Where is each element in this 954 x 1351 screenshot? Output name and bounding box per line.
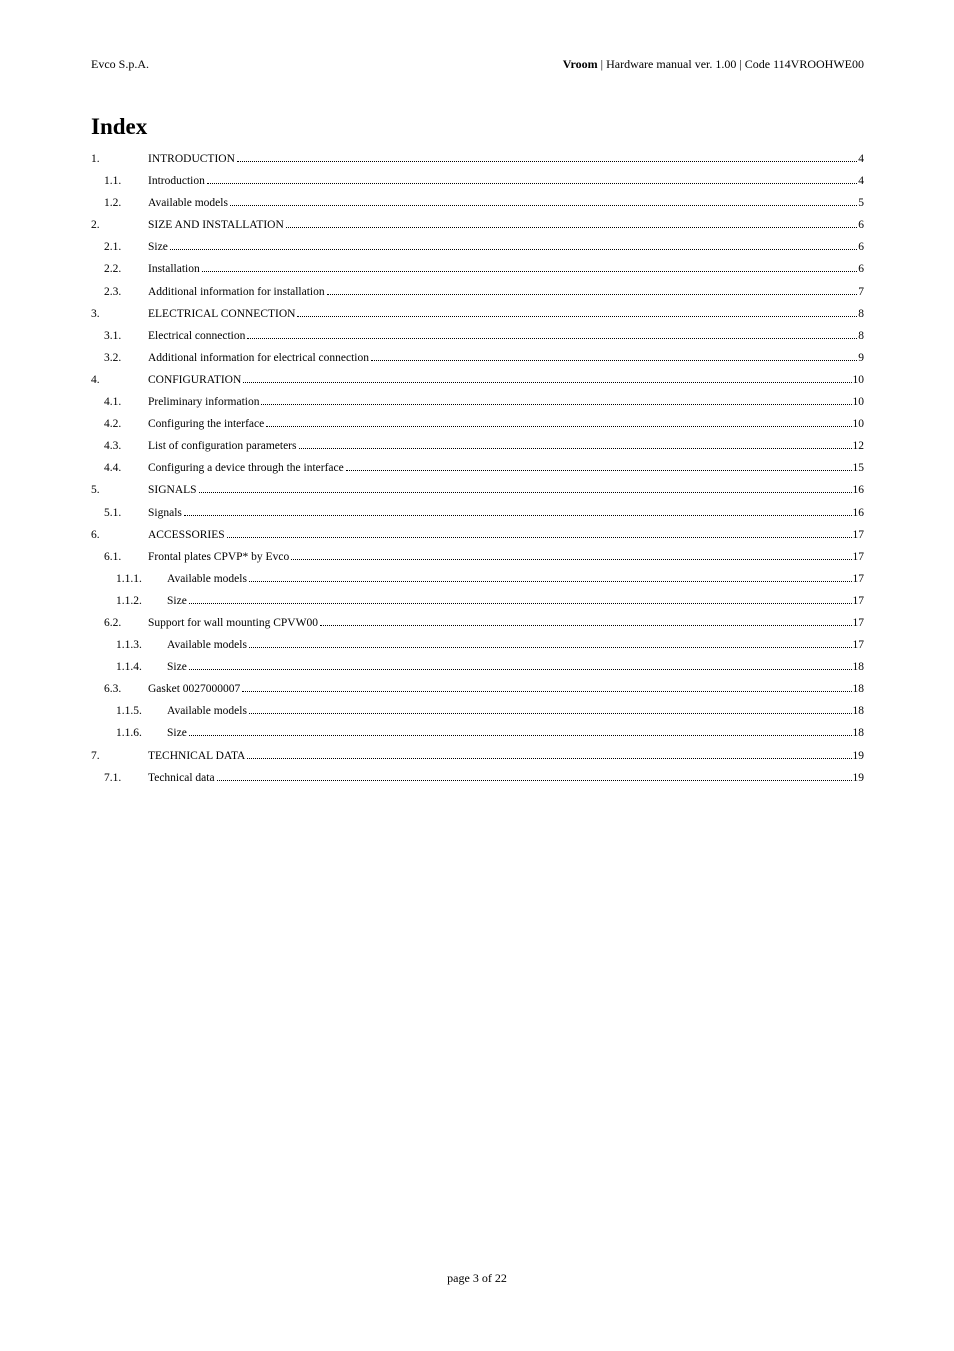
toc-entry-number: 5. bbox=[91, 484, 100, 497]
toc-dot-leader bbox=[207, 183, 857, 184]
toc-entry-page: 17 bbox=[852, 528, 864, 541]
toc-entry-line bbox=[148, 214, 864, 236]
toc-entry-line bbox=[148, 391, 864, 413]
toc-entry-label[interactable]: TECHNICAL DATA bbox=[148, 749, 246, 762]
toc-entry-number: 3.1. bbox=[104, 329, 122, 342]
toc-entry-number: 1.1.3. bbox=[116, 639, 142, 652]
page-title: Index bbox=[91, 114, 148, 139]
toc-entry-label[interactable]: Introduction bbox=[148, 175, 205, 188]
toc-entry-number: 1.1.2. bbox=[116, 594, 142, 607]
toc-entry-page: 17 bbox=[852, 594, 864, 607]
toc-entry-page: 6 bbox=[858, 263, 864, 276]
toc-entry-line bbox=[148, 767, 864, 789]
toc-entry-line bbox=[148, 325, 864, 347]
toc-entry[interactable] bbox=[91, 568, 864, 590]
toc-entry-page: 4 bbox=[858, 153, 864, 165]
toc-entry-page: 18 bbox=[852, 727, 864, 740]
document-info bbox=[563, 56, 864, 72]
toc-dot-leader bbox=[261, 404, 851, 405]
toc-entry-number: 6.1. bbox=[104, 550, 122, 563]
toc-entry-page: 16 bbox=[852, 484, 864, 497]
document-code: Code 114VROOHWE00 bbox=[744, 57, 864, 71]
toc-entry-label[interactable]: Installation bbox=[148, 263, 200, 276]
toc-entry-page: 18 bbox=[852, 683, 864, 696]
toc-dot-leader bbox=[227, 537, 852, 538]
toc-entry-label[interactable]: Signals bbox=[148, 506, 182, 519]
toc-entry-label[interactable]: Size bbox=[167, 661, 187, 674]
toc-entry-number: 2.3. bbox=[104, 285, 122, 298]
toc-entry-line bbox=[148, 148, 864, 170]
toc-entry-line bbox=[148, 502, 864, 524]
header-separator: | bbox=[736, 57, 745, 71]
toc-entry-page: 10 bbox=[852, 418, 864, 431]
toc-entry-line bbox=[148, 524, 864, 546]
table-of-contents bbox=[91, 148, 864, 789]
page-header bbox=[91, 56, 864, 72]
toc-entry[interactable] bbox=[91, 700, 864, 722]
toc-entry-label[interactable]: Size bbox=[148, 241, 168, 254]
toc-entry-number: 2. bbox=[91, 219, 100, 232]
toc-entry[interactable] bbox=[91, 170, 864, 192]
manual-version: Hardware manual ver. 1.00 bbox=[606, 57, 737, 71]
toc-entry-page: 18 bbox=[852, 705, 864, 718]
toc-entry-line bbox=[148, 678, 864, 700]
toc-entry-number: 1. bbox=[91, 153, 100, 165]
toc-entry-label[interactable]: Available models bbox=[167, 572, 247, 585]
toc-entry-number: 4.3. bbox=[104, 440, 122, 453]
toc-dot-leader bbox=[189, 669, 852, 670]
toc-entry-number: 4.4. bbox=[104, 462, 122, 475]
toc-entry-number: 6.3. bbox=[104, 683, 122, 696]
product-name: Vroom bbox=[562, 57, 598, 71]
toc-entry-label[interactable]: SIGNALS bbox=[148, 484, 197, 497]
toc-entry-line bbox=[148, 170, 864, 192]
toc-dot-leader bbox=[266, 426, 851, 427]
toc-entry-label[interactable]: Configuring the interface bbox=[148, 418, 265, 431]
toc-entry[interactable] bbox=[91, 192, 864, 214]
toc-entry-number: 4.2. bbox=[104, 418, 122, 431]
toc-dot-leader bbox=[247, 758, 851, 759]
toc-entry-page: 4 bbox=[858, 175, 864, 188]
toc-entry-label[interactable]: Available models bbox=[167, 639, 247, 652]
toc-entry[interactable] bbox=[91, 435, 864, 457]
toc-entry-page: 16 bbox=[852, 506, 864, 519]
toc-entry-label[interactable]: Technical data bbox=[148, 771, 215, 784]
toc-dot-leader bbox=[237, 161, 857, 162]
toc-dot-leader bbox=[242, 691, 851, 692]
toc-dot-leader bbox=[346, 470, 852, 471]
toc-entry-number: 5.1. bbox=[104, 506, 122, 519]
toc-entry-page: 5 bbox=[858, 197, 864, 210]
toc-entry-label[interactable]: Available models bbox=[148, 197, 228, 210]
toc-dot-leader bbox=[170, 249, 857, 250]
toc-entry[interactable] bbox=[91, 413, 864, 435]
toc-entry-page: 9 bbox=[858, 351, 864, 364]
toc-entry[interactable] bbox=[91, 457, 864, 479]
toc-entry[interactable] bbox=[91, 590, 864, 612]
toc-entry-label[interactable]: Additional information for electrical connection bbox=[148, 351, 369, 364]
toc-entry-page: 19 bbox=[852, 749, 864, 762]
toc-entry[interactable] bbox=[91, 236, 864, 258]
toc-dot-leader bbox=[286, 227, 857, 228]
toc-dot-leader bbox=[297, 316, 857, 317]
toc-dot-leader bbox=[249, 581, 852, 582]
toc-entry-label[interactable]: Additional information for installation bbox=[148, 285, 325, 298]
toc-entry-number: 3.2. bbox=[104, 351, 122, 364]
toc-dot-leader bbox=[299, 448, 852, 449]
toc-entry-number: 1.2. bbox=[104, 197, 122, 210]
toc-entry-number: 7. bbox=[91, 749, 100, 762]
toc-dot-leader bbox=[199, 492, 852, 493]
page-number: page 3 of 22 bbox=[447, 1271, 507, 1285]
toc-entry[interactable] bbox=[91, 524, 864, 546]
toc-entry-line bbox=[148, 479, 864, 501]
toc-entry-number: 7.1. bbox=[104, 771, 122, 784]
toc-entry-number: 1.1.6. bbox=[116, 727, 142, 740]
toc-entry-label[interactable]: ELECTRICAL CONNECTION bbox=[148, 307, 296, 320]
toc-entry-line bbox=[148, 546, 864, 568]
toc-entry[interactable] bbox=[91, 722, 864, 744]
toc-entry-line bbox=[148, 303, 864, 325]
toc-entry-line bbox=[148, 435, 864, 457]
toc-entry[interactable] bbox=[91, 612, 864, 634]
toc-entry-number: 1.1.5. bbox=[116, 705, 142, 718]
toc-entry-page: 7 bbox=[858, 285, 864, 298]
toc-entry-line bbox=[148, 236, 864, 258]
toc-entry-number: 1.1.4. bbox=[116, 661, 142, 674]
page-footer bbox=[0, 1270, 954, 1286]
toc-entry-label[interactable]: Frontal plates CPVP* by Evco bbox=[148, 550, 290, 563]
toc-entry-page: 17 bbox=[852, 550, 864, 563]
toc-entry[interactable] bbox=[91, 214, 864, 236]
toc-entry-label[interactable]: Size bbox=[167, 727, 187, 740]
toc-entry-label[interactable]: Preliminary information bbox=[148, 396, 260, 409]
toc-entry[interactable] bbox=[91, 258, 864, 280]
toc-entry-number: 4. bbox=[91, 373, 100, 386]
toc-dot-leader bbox=[249, 713, 852, 714]
toc-entry-line bbox=[148, 258, 864, 280]
toc-entry-label[interactable]: Gasket 0027000007 bbox=[148, 683, 241, 696]
header-separator: | bbox=[597, 57, 607, 71]
toc-entry-label[interactable]: CONFIGURATION bbox=[148, 373, 242, 386]
toc-entry-line bbox=[148, 745, 864, 767]
toc-entry-number: 6.2. bbox=[104, 616, 122, 629]
toc-entry-label[interactable]: ACCESSORIES bbox=[148, 528, 225, 541]
toc-dot-leader bbox=[189, 735, 852, 736]
toc-entry-label[interactable]: INTRODUCTION bbox=[148, 153, 235, 165]
toc-entry-page: 17 bbox=[852, 639, 864, 652]
toc-entry-line bbox=[148, 281, 864, 303]
toc-entry[interactable] bbox=[91, 347, 864, 369]
toc-entry-label[interactable]: Support for wall mounting CPVW00 bbox=[148, 616, 318, 629]
toc-entry[interactable] bbox=[91, 634, 864, 656]
toc-entry-line bbox=[148, 413, 864, 435]
toc-entry-page: 8 bbox=[858, 329, 864, 342]
toc-dot-leader bbox=[202, 271, 858, 272]
toc-entry-number: 2.1. bbox=[104, 241, 122, 254]
toc-entry[interactable] bbox=[91, 325, 864, 347]
toc-dot-leader bbox=[189, 603, 852, 604]
toc-entry[interactable] bbox=[91, 303, 864, 325]
toc-entry-label[interactable]: Configuring a device through the interface bbox=[148, 462, 344, 475]
toc-entry-number: 3. bbox=[91, 307, 100, 320]
toc-entry-number: 2.2. bbox=[104, 263, 122, 276]
toc-entry-label[interactable]: Available models bbox=[167, 705, 247, 718]
toc-entry[interactable] bbox=[91, 369, 864, 391]
toc-entry[interactable] bbox=[91, 767, 864, 789]
toc-entry[interactable] bbox=[91, 391, 864, 413]
toc-entry-page: 15 bbox=[852, 462, 864, 475]
toc-entry-page: 17 bbox=[852, 616, 864, 629]
toc-entry-line bbox=[167, 568, 864, 590]
toc-entry-page: 8 bbox=[858, 307, 864, 320]
toc-dot-leader bbox=[184, 515, 852, 516]
toc-entry-line bbox=[167, 722, 864, 744]
toc-entry-number: 6. bbox=[91, 528, 100, 541]
toc-entry[interactable] bbox=[91, 745, 864, 767]
toc-entry-line bbox=[167, 634, 864, 656]
toc-entry[interactable] bbox=[91, 546, 864, 568]
toc-entry-label[interactable]: Electrical connection bbox=[148, 329, 246, 342]
toc-entry-number: 1.1.1. bbox=[116, 572, 142, 585]
toc-entry-label[interactable]: Size bbox=[167, 594, 187, 607]
toc-entry-page: 17 bbox=[852, 572, 864, 585]
toc-entry-page: 18 bbox=[852, 661, 864, 674]
toc-entry-page: 6 bbox=[858, 241, 864, 254]
toc-entry-line bbox=[167, 656, 864, 678]
toc-dot-leader bbox=[371, 360, 857, 361]
toc-entry-line bbox=[148, 192, 864, 214]
toc-entry[interactable] bbox=[91, 656, 864, 678]
toc-entry-line bbox=[148, 369, 864, 391]
toc-entry[interactable] bbox=[91, 148, 864, 170]
toc-entry-page: 12 bbox=[852, 440, 864, 453]
toc-entry-line bbox=[148, 347, 864, 369]
toc-dot-leader bbox=[243, 382, 851, 383]
toc-entry-page: 10 bbox=[852, 373, 864, 386]
toc-entry-line bbox=[167, 700, 864, 722]
toc-entry[interactable] bbox=[91, 281, 864, 303]
toc-dot-leader bbox=[247, 338, 857, 339]
toc-entry-number: 1.1. bbox=[104, 175, 122, 188]
toc-entry[interactable] bbox=[91, 502, 864, 524]
toc-dot-leader bbox=[291, 559, 851, 560]
toc-entry-label[interactable]: SIZE AND INSTALLATION bbox=[148, 219, 284, 232]
toc-entry-page: 6 bbox=[858, 219, 864, 232]
company-name: Evco S.p.A. bbox=[91, 57, 149, 71]
toc-entry-line bbox=[148, 457, 864, 479]
toc-entry-number: 4.1. bbox=[104, 396, 122, 409]
toc-entry-page: 10 bbox=[852, 396, 864, 409]
toc-entry-label[interactable]: List of configuration parameters bbox=[148, 440, 297, 453]
toc-entry-page: 19 bbox=[852, 771, 864, 784]
toc-dot-leader bbox=[327, 294, 858, 295]
toc-dot-leader bbox=[230, 205, 857, 206]
toc-dot-leader bbox=[320, 625, 852, 626]
toc-dot-leader bbox=[249, 647, 852, 648]
toc-entry-line bbox=[148, 612, 864, 634]
toc-entry[interactable] bbox=[91, 678, 864, 700]
toc-dot-leader bbox=[217, 780, 852, 781]
toc-entry[interactable] bbox=[91, 479, 864, 501]
toc-entry-line bbox=[167, 590, 864, 612]
